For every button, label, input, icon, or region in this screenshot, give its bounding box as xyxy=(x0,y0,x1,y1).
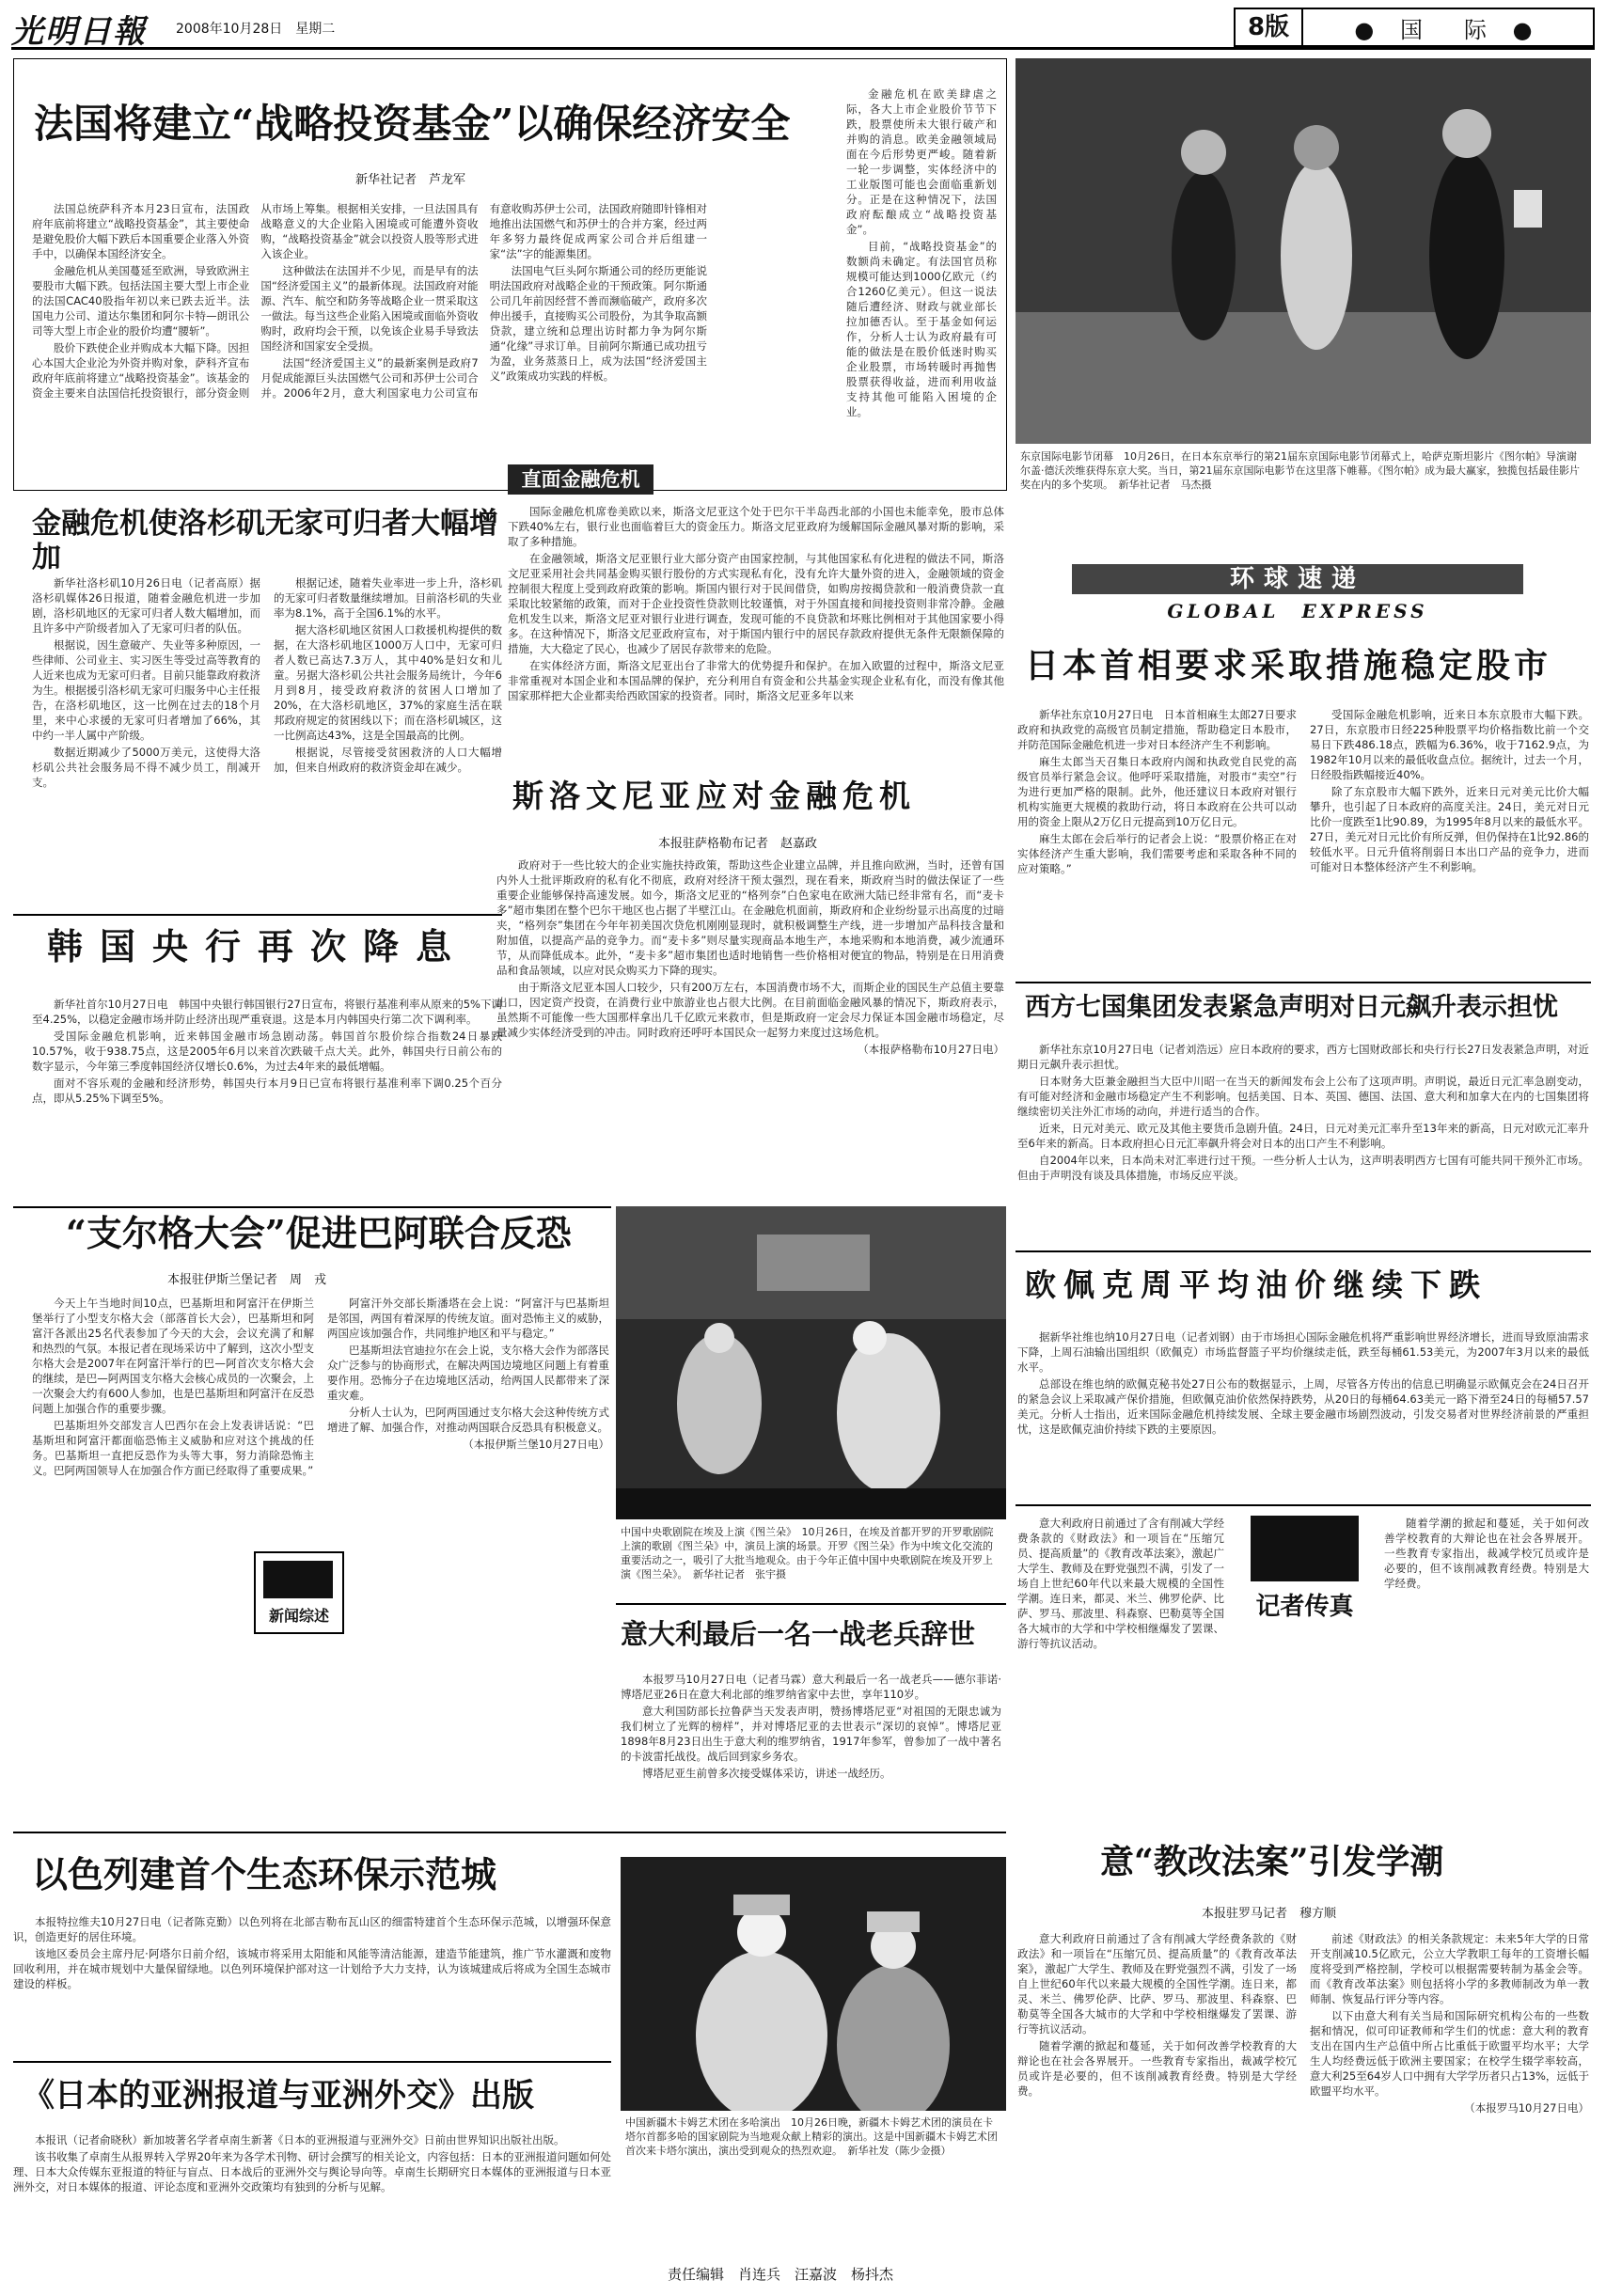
credit-turandot-cairo: 新华社记者 张宇摄 xyxy=(693,1568,786,1580)
headline-book: 《日本的亚洲报道与亚洲外交》出版 xyxy=(23,2077,534,2115)
headline-opec: 欧佩克周平均油价继续下跌 xyxy=(1025,1266,1488,1303)
headline-israel: 以色列建首个生态环保示范城 xyxy=(32,1853,497,1895)
divider xyxy=(13,914,502,916)
article-italy-education-body: 意大利政府日前通过了含有削减大学经费条款的《财政法》和一项旨在“压缩冗员、提高质量”的《教育改革法案》，激起广大学生、教师及在野党强烈不满，引发了一场自上世纪60年代以来最大规模的全国性学潮。连日来，都灵、米兰、佛罗伦萨、比萨、罗马、那波里、科森察、巴勒莫等全国各大城市的大学和中学校相继爆发了罢课、游行等抗议活动。 随着学潮的掀起和蔓延，关于如何改善学校教育的大辩论也在社会各界展开。一些教育专家指出，裁减学校冗员或许是必要的，但不该削减教育经费。特别是大学经费。 前述《财政法》的相关条款规定：未来5年大学的日常开支削减10.5亿欧元，公立大学教职工每年的工资增长幅度将受到严格控制，学校可以根据需要转制为基金会等。而《教育改革法案》则包括将小学的多教师制改为单一教师制、恢复品行评分等内容。 以下由意大利有关当局和国际研究机构公布的一些数据和情况，似可印证教师和学生们的忧虑：意大利的教育支出在国内生产总值中所占比重低于欧盟平均水平；大学生人均经费远低于欧洲主要国家；在校学生辍学率较高，意大利25至64岁人口中拥有大学学历者只占13%，远低于欧盟平均水平。 （本报罗马10月27日电） xyxy=(1017,1932,1589,2115)
article-japan-pm-body: 新华社东京10月27日电 日本首相麻生太郎27日要求政府和执政党的高级官员制定措施，帮助稳定日本股市，并防范国际金融危机进一步对日本经济产生不利影响。 麻生太郎当天召集日本政府内阁和执政党自民党的高级官员举行紧急会议。他呼吁采取措施，对股市“卖空”行为进行更加严格的限制。此外，他还建议日本政府对银行机构实施更大规模的救助行动，将日本政府在公共可以动用的资金上限从2万亿日元提高到10万亿日元。 麻生太郎在会后举行的记者会上说：“股票价格正在对实体经济产生重大影响，我们需要考虑和采取各种不同的应对策略。” 受国际金融危机影响，近来日本东京股市大幅下跌。27日，东京股市日经225种股票平均价格指数比前一个交易日下跌486.18点，跌幅为6.36%，收于7162.9点，为1982年10月以来的最低收盘点位。据统计，过去一个月，日经股指跌幅接近40%。 除了东京股市大幅下跌外，近来日元对美元比价大幅攀升，也引起了日本政府的高度关注。24日，美元对日元比价一度跌至1比90.89，为1995年8月以来的最低水平。27日，美元对日元比价有所反弹，但仍保持在1比92.86的较低水平。日元升值将削弱日本出口产品的竞争力，进而可能对日本整体经济产生不利影响。 xyxy=(1017,708,1589,875)
article-italy-education-lead: 意大利政府日前通过了含有削减大学经费条款的《财政法》和一项旨在“压缩冗员、提高质量”的《教育改革法案》，激起广大学生、教师及在野党强烈不满，引发了一场自上世纪60年代以来最大规模的全国性学潮。连日来，都灵、米兰、佛罗伦萨、比萨、罗马、那波里、科森察、巴勒莫等全国各大城市的大学和中学校相继爆发了罢课、游行等抗议活动。 xyxy=(1017,1517,1224,1650)
article-jirga-body: 今天上午当地时间10点，巴基斯坦和阿富汗在伊斯兰堡举行了小型支尔格大会（部落首长大会），巴基斯坦和阿富汗各派出25名代表参加了今天的大会，会议充满了和解和热烈的气氛。本报记者在现场采访中了解到，这次小型支尔格大会是2007年在阿富汗举行的巴—阿首次支尔格大会的继续，是巴—阿两国支尔格大会核心成员的一次聚会，上一次聚会大约有600人参加，也是巴基斯坦和阿富汗在反恐问题上加强合作的重要步骤。 巴基斯坦外交部发言人巴西尔在会上发表讲话说：“巴基斯坦和阿富汗都面临恐怖主义威胁和应对这个挑战的任务。巴基斯坦一直把反恐作为头等大事，努力消除恐怖主义。巴阿两国领导人在加强合作方面已经取得了重要成果。” 阿富汗外交部长斯潘塔在会上说：“阿富汗与巴基斯坦是邻国，两国有着深厚的传统友谊。面对恐怖主义的威胁，两国应该加强合作，共同维护地区和平与稳定。” 巴基斯坦法官迪拉尔在会上说，支尔格大会作为部落民众广泛参与的协商形式，在解决两国边境地区问题上有着重要作用。恐怖分子在边境地区活动，给两国人民都带来了深重灾难。 分析人士认为，巴阿两国通过支尔格大会这种传统方式增进了解、加强合作，对推动两国联合反恐具有积极意义。 （本报伊斯兰堡10月27日电） xyxy=(32,1297,609,1477)
headline-france: 法国将建立“战略投资基金”以确保经济安全 xyxy=(34,101,791,147)
headline-italy-education: 意“教改法案”引发学潮 xyxy=(1100,1842,1444,1881)
byline-france: 新华社记者 芦龙军 xyxy=(355,173,466,187)
article-opec-body: 据新华社维也纳10月27日电（记者刘钢）由于市场担心国际金融危机将严重影响世界经济增长，进而导致原油需求下降，上周石油输出国组织（欧佩克）市场监督篮子平均价继续走低，跌至每桶61.53美元，为2007年3月以来的最低水平。 总部设在维也纳的欧佩克秘书处27日公布的数据显示，上周，尽管各方传出的信息已明确显示欧佩克会在24日召开的紧急会议上采取减产保价措施，但欧佩克油价依然保持跌势，从20日的每桶64.63美元一路下滑至24日的每桶57.57美元。分析人士指出，近来国际金融危机持续发展、全球主要金融市场剧烈波动，引发交易者对世界经济前景的严重担忧，这是欧佩克油价持续下跌的主要原因。 xyxy=(1017,1330,1589,1436)
page-section-box xyxy=(1234,8,1595,47)
byline-jirga: 本报驻伊斯兰堡记者 周 戎 xyxy=(167,1273,327,1287)
reporter-fax-icon xyxy=(1251,1516,1359,1581)
article-israel-body: 本报特拉维夫10月27日电（记者陈克勤）以色列将在北部吉勒布瓦山区的细雷特建首个生态环保示范城，以增强环保意识，创造更好的居住环境。 该地区委员会主席丹尼·阿塔尔日前介绍，该城市将采用太阳能和风能等清洁能源，建造节能建筑，推广节水灌溉和废物回收利用，并在城市规划中大量保留绿地。以色列环境保护部对这一计划给予大力支持，认为该城建成后将成为全国生态城市建设的样板。 xyxy=(13,1915,611,1990)
tag-reporter-fax-frame xyxy=(1232,1516,1378,1627)
global-express-subtitle: GLOBAL EXPRESS xyxy=(1167,600,1428,622)
issue-date: 2008年10月28日 星期二 xyxy=(176,22,336,37)
credit-xinjiang-muqam-doha: 新华社发（陈少金摄） xyxy=(847,2145,952,2157)
footer-editors-label: 责任编辑 xyxy=(668,2266,725,2283)
photo-tokyo-film-festival xyxy=(1016,58,1591,444)
section-name: ● 国 际 ● xyxy=(1354,16,1542,43)
headline-italy-veteran: 意大利最后一名一战老兵辞世 xyxy=(621,1618,976,1650)
divider xyxy=(13,2061,611,2063)
tag-reporter-fax: 记者传真 xyxy=(1255,1593,1354,1621)
headline-jirga: “支尔格大会”促进巴阿联合反恐 xyxy=(66,1212,572,1254)
caption-tokyo-film-festival: 东京国际电影节闭幕 10月26日，在日本东京举行的第21届东京国际电影节闭幕式上，哈萨克斯坦影片《图尔帕》导演谢尔盖·德沃茨维获得东京大奖。当日，第21届东京国际电影节在这里落下帷幕。《图尔帕》成为最大赢家，独揽包括最佳影片奖在内的多个奖项。 新华社记者 马杰摄 xyxy=(1020,450,1580,491)
article-slovenia-body: 政府对于一些比较大的企业实施扶持政策，帮助这些企业建立品牌，并且推向欧洲，当时，还曾有国内外人士批评斯政府的私有化不彻底，政府对经济干预太强烈，现在看来，斯政府当时的做法保证了一些重要企业能够保持高速发展。如今，斯洛文尼亚的“格列奈”白色家电在欧洲大陆已经非常有名，而“麦卡多”超市集团在整个巴尔干地区也占据了半壁江山。在金融危机面前，斯政府和企业纷纷显示出高度的过暗夹，“格列奈”集团在今年年初美国次贷危机刚刚显现时，就积极调整生产线，进一步增加产品科技含量和附加值，以提高产品的竞争力。而“麦卡多”则尽量实现商品本地生产，本地采购和本地消费，减少流通环节，从而降低成本。此外，“麦卡多”超市集团也适时地销售一些价格相对便宜的物品，特别是在日用消费品和食品领域，以应对民众购买力下降的现实。 由于斯洛文尼亚本国人口较少，只有200万左右，本国消费市场不大，而斯企业的国民生产总值主要靠出口，因定资产投资，在消费行业中旅游业也占很大比例。在目前面临金融风暴的情况下，斯政府表示，虽然斯不可能像一些大国那样拿出几千亿欧元来救市，但是斯政府一定会尽力保证本国金融市场稳定，尽量减少实体经济受到的冲击。同时政府还呼吁本国民众一起努力来度过这场危机。 （本报萨格勒布10月27日电） xyxy=(496,858,1004,1056)
headline-los-angeles: 金融危机使洛杉矶无家可归者大幅增加 xyxy=(32,507,498,574)
headline-g7: 西方七国集团发表紧急声明对日元飙升表示担忧 xyxy=(1025,993,1558,1022)
tag-financial-crisis: 直面金融危机 xyxy=(508,464,653,495)
article-italy-education-lead-right: 随着学潮的掀起和蔓延，关于如何改善学校教育的大辩论也在社会各界展开。一些教育专家指出，裁减学校冗员或许是必要的，但不该削减教育经费。特别是大学经费。 xyxy=(1384,1517,1589,1590)
newspaper-logo: 光明日報 xyxy=(11,13,147,51)
global-express-banner xyxy=(1016,564,1591,622)
divider xyxy=(13,1206,611,1208)
footer-editors-names: 肖连兵 汪嘉波 杨抖杰 xyxy=(738,2266,894,2283)
divider xyxy=(13,1832,1006,1833)
headline-slovenia: 斯洛文尼亚应对金融危机 xyxy=(512,778,916,814)
headline-korea: 韩国央行再次降息 xyxy=(47,925,469,967)
caption-xinjiang-muqam-doha: 中国新疆木卡姆艺术团在多哈演出 10月26日晚，新疆木卡姆艺术团的演员在卡塔尔首都多哈的国家剧院为当地观众献上精彩的演出。这是中国新疆木卡姆艺术团首次来卡塔尔演出，演出受到观众的热烈欢迎。 新华社发（陈少金摄） xyxy=(625,2116,998,2157)
headline-japan-pm: 日本首相要求采取措施稳定股市 xyxy=(1025,646,1552,685)
article-book-body: 本报讯（记者俞晓秋）新加坡著名学者卓南生新著《日本的亚洲报道与亚洲外交》日前由世界知识出版社出版。 该书收集了卓南生从报界转入学界20年来为各学术刊物、研讨会撰写的相关论文，内容包括：日本的亚洲报道问题如何处理、日本大众传媒东亚报道的特征与盲点、日本战后的亚洲外交与舆论导向等。卓南生长期研究日本媒体的亚洲报道与日本亚洲外交，对日本媒体的报道、评论态度和亚洲外交政策均有独到的分析与见解。 xyxy=(13,2133,611,2194)
photo-turandot-cairo xyxy=(616,1206,1006,1519)
byline-italy-education: 本报驻罗马记者 穆方顺 xyxy=(1202,1907,1337,1921)
page-number: 8版 xyxy=(1236,9,1303,45)
masthead xyxy=(11,6,1595,50)
tag-news-roundup: 新闻综述 xyxy=(268,1607,329,1625)
article-italy-veteran-body: 本报罗马10月27日电（记者马霖）意大利最后一名一战老兵——德尔菲诺·博塔尼亚26日在意大利北部的维罗纳省家中去世，享年110岁。 意大利国防部长拉鲁萨当天发表声明，赞扬博塔尼亚“对祖国的无限忠诚为我们树立了光辉的榜样”，并对博塔尼亚的去世表示“深切的哀悼”。博塔尼亚1898年8月23日出生于意大利的维罗纳省，1917年参军，曾参加了一战中著名的卡波雷托战役。战后回到家乡务农。 博塔尼亚生前曾多次接受媒体采访，讲述一战经历。 xyxy=(621,1673,1001,1780)
footer-editors xyxy=(668,2264,893,2284)
divider xyxy=(1016,982,1591,983)
divider xyxy=(1016,1250,1591,1252)
global-express-title: 环球速递 xyxy=(1072,564,1523,594)
article-g7-body: 新华社东京10月27日电（记者刘浩远）应日本政府的要求，西方七国财政部长和央行行长27日发表紧急声明，对近期日元飙升表示担忧。 日本财务大臣兼金融担当大臣中川昭一在当天的新闻发布会上公布了这项声明。声明说，最近日元汇率急剧变动，有可能对经济和金融市场稳定产生不利影响。包括美国、日本、英国、德国、法国、意大利和加拿大在内的七国集团将继续密切关注外汇市场的动向，并进行适当的合作。 近来，日元对美元、欧元及其他主要货币急剧升值。24日，日元对美元汇率升至13年来的新高，日元对欧元汇率升至6年来的新高。日本政府担心日元汇率飙升将会对日本的出口产生不利影响。 自2004年以来，日本尚未对汇率进行过干预。一些分析人士认为，这声明表明西方七国有可能共同干预外汇市场。但由于声明没有谈及具体措施，市场反应平淡。 xyxy=(1017,1043,1589,1182)
article-los-angeles-body: 新华社洛杉矶10月26日电（记者高原）据洛杉矶媒体26日报道，随着金融危机进一步加剧，洛杉矶地区的无家可归者人数大幅增加，而且许多中产阶级者加入了无家可归者的队伍。 根据说，因生意破产、失业等多种原因，一些律师、公司业主、实习医生等受过高等教育的人近来也成为无家可归者。目前只能靠政府救济为生。根据援引洛杉矶无家可归服务中心主任报告，在洛杉矶地区，这一比例在过去的18个月里，来中心求援的无家可归者增加了66%，其中约一半人属中产阶级。 数据近期减少了5000万美元，这使得大洛杉矶公共社会服务局不得不减少员工，削减开支。 根据记述，随着失业率进一步上升，洛杉矶的无家可归者数量继续增加。目前洛杉矶的失业率为8.1%，高于全国6.1%的水平。 据大洛杉矶地区贫困人口救援机构提供的数据，在大洛杉矶地区1000万人口中，无家可归者人数已高达7.3万人，其中40%是妇女和儿童。另据大洛杉矶公共社会服务局统计，今年6月到8月，接受政府救济的贫困人口增加了20%，在大洛杉矶地区，37%的家庭生活在联邦政府规定的贫困线以下；而在洛杉矶城区，这一比例高达43%，这是全国最高的比例。 根据说，尽管接受贫困救济的人口大幅增加，但来自州政府的救济资金却在减少。 xyxy=(32,576,502,789)
byline-slovenia: 本报驻萨格勒布记者 赵嘉政 xyxy=(658,837,818,851)
article-korea-body: 新华社首尔10月27日电 韩国中央银行韩国银行27日宣布，将银行基准利率从原来的5%下调至4.25%，以稳定金融市场并防止经济出现严重衰退。这是本月内韩国央行第二次下调利率。 受国际金融危机影响，近来韩国金融市场急剧动荡。韩国首尔股价综合指数24日暴跌10.57%，收于938.75点，这是2005年6月以来首次跌破千点大关。此外，韩国央行日前公布的数字显示，今年第三季度韩国经济仅增长0.6%，为过去4年来的最低增幅。 面对不容乐观的金融和经济形势，韩国央行本月9日已宣布将银行基准利率下调0.25个百分点，即从5.25%下调至5%。 xyxy=(32,998,502,1105)
divider xyxy=(616,1603,1006,1605)
photo-xinjiang-muqam-doha xyxy=(621,1857,1006,2111)
credit-tokyo-film-festival: 新华社记者 马杰摄 xyxy=(1118,479,1212,491)
article-slovenia-lead: 国际金融危机席卷美欧以来，斯洛文尼亚这个处于巴尔干半岛西北部的小国也未能幸免，股市总体下跌40%左右，银行业也面临着巨大的资金压力。斯洛文尼亚政府为缓解国际金融风暴对斯的影响，采取了多种措施。 在金融领域，斯洛文尼亚银行业大部分资产由国家控制，与其他国家私有化进程的做法不同，斯洛文尼亚采用社会共同基金购买银行股份的方式实现私有化，没有允许大量外资的进入，金融领域的资金控制很大程度上受到政府政策的影响。斯国内银行对于民间借贷，如购房按揭贷款和一般消费贷款一直采取比较紧缩的政策，而对于企业投资性贷款则比较谨慎，对于外国直接和间接投资则非常冷静。金融危机发生以来，斯洛文尼亚对银行业进行调查，发现可能的不良贷款和坏账比例相对于其他国家要小得多。在这种情况下，斯洛文尼亚政府宣布，对于斯国内银行中的居民存款政府提供无条件无限额保障的措施，大大稳定了民心，也减少了居民存款带来的危险。 在实体经济方面，斯洛文尼亚出台了非常大的优势提升和保护。在加入欧盟的过程中，斯洛文尼亚非常重视对本国企业和本国品牌的保护，充分利用自有资金和公共基金实现企业私有化，而没有像其他国家那样把大企业都卖给西欧国家的投资者。同时，斯洛文尼亚多年以来 xyxy=(508,505,1004,702)
caption-turandot-cairo: 中国中央歌剧院在埃及上演《图兰朵》 10月26日，在埃及首都开罗的开罗歌剧院上演的歌剧《图兰朵》中，演员上演的场景。开罗《图兰朵》作为中埃文化交流的重要活动之一，吸引了大批当地观众。由于今年正值中国中央歌剧院在埃及开罗上演《图兰朵》。 新华社记者 张宇摄 xyxy=(621,1526,994,1580)
article-france-body: 法国总统萨科齐本月23日宣布，法国政府年底前将建立“战略投资基金”，其主要使命是避免股价大幅下跌后本国重要企业落入外资手中，以确保本国经济安全。 金融危机从美国蔓延至欧洲，导致欧洲主要股市大幅下跌。包括法国主要大型上市企业的法国CAC40股指年初以来已跌去近半。法国电力公司、道达尔集团和阿尔卡特—朗讯公司等大型上市企业的股价均遭“腰斩”。 股价下跌使企业并购成本大幅下降。因担心本国大企业沦为外资并购对象，萨科齐宣布政府年底前将建立“战略投资基金”。该基金的资金主要来自法国信托投资银行，部分资金则从市场上筹集。根据相关安排，一旦法国具有战略意义的大企业陷入困境或可能遭外资收购，“战略投资基金”就会以投资人股等形式进入该企业。 这种做法在法国并不少见，而是早有的法国“经济爱国主义”的最新体现。法国政府对能源、汽车、航空和防务等战略企业一贯采取这一做法。每当这些企业陷入困境或面临外资收购时，政府均会干预，以免该企业易手导致法国经济和国家安全受损。 法国“经济爱国主义”的最新案例是政府7月促成能源巨头法国燃气公司和苏伊士公司合并。2006年2月，意大利国家电力公司宣布有意收购苏伊士公司，法国政府随即针锋相对地推出法国燃气和苏伊士的合并方案，经过两年多努力最终促成两家公司合并后组建一家“法”字的能源集团。 法国电气巨头阿尔斯通公司的经历更能说明法国政府对战略企业的干预政策。阿尔斯通公司几年前因经营不善而濒临破产，政府多次伸出援手，直接购买公司股份，为其争取高额贷款，建立统和总理出访时都力争为阿尔斯通“化缘”寻求订单。目前阿尔斯通已成功扭亏为盈，业务蒸蒸日上，成为法国“经济爱国主义”政策成功实践的样板。 xyxy=(32,202,707,400)
article-france-body-cont: 金融危机在欧美肆虐之际，各大上市企业股价节节下跌，股票使所未大银行破产和并购的消息。欧美金融领域局面在今后形势更严峻。随着新一轮一步调整，实体经济中的工业版图可能也会面临重新划分。正是在这种情况下，法国政府酝酿成立“战略投资基金”。 目前，“战略投资基金”的数额尚未确定。有法国官员称规模可能达到1000亿欧元（约合1260亿美元）。但这一说法随后遭经济、财政与就业部长拉加德否认。至于基金如何运作，分析人士认为政府最有可能的做法是在股价低迷时购买企业股票，市场转暖时再抛售股票获得收益，进而利用收益支持其他可能陷入困境的企业。 xyxy=(846,87,997,418)
divider xyxy=(1016,1504,1591,1506)
